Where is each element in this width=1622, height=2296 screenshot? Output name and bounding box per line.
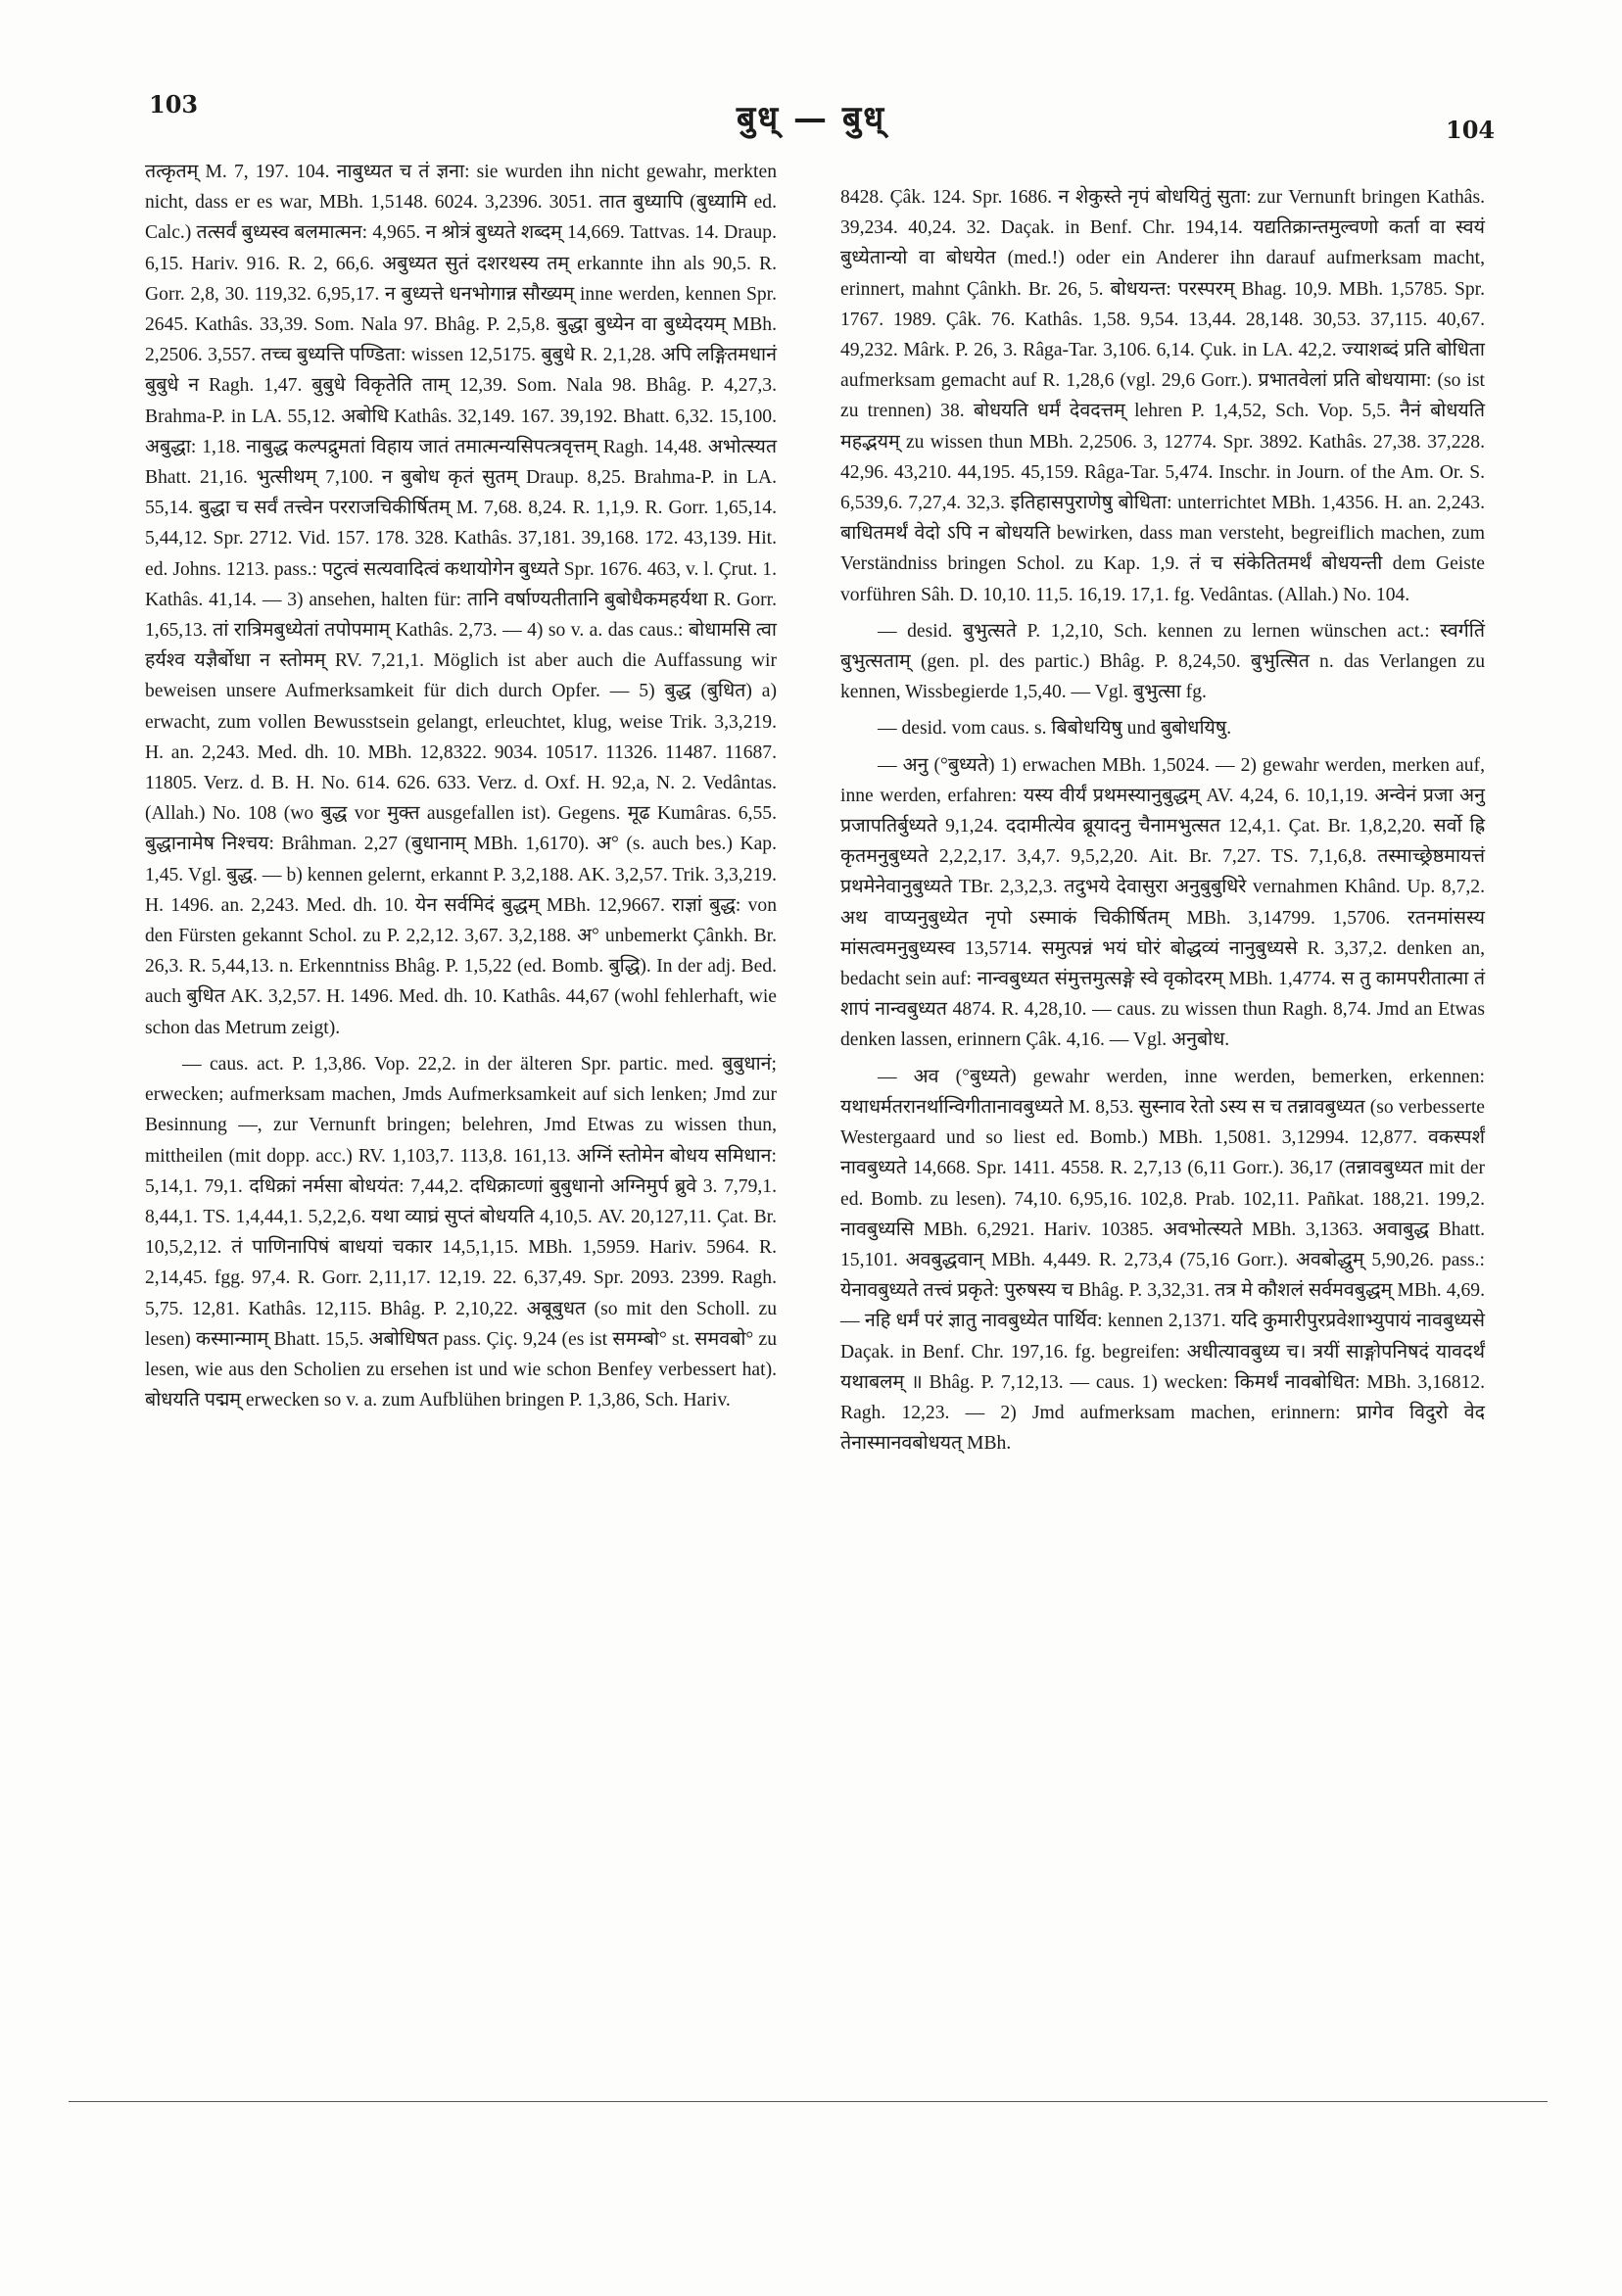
running-headword: बुध् — बुध् <box>736 99 886 138</box>
paragraph: तत्कृतम् M. 7, 197. 104. नाबुध्यत च तं ज्ञना: sie wurden ihn nicht gewahr, merkten nicht, dass er es war, MBh. 1,5148. 6024. 3,2396. 3051. तात बुध्यापि (बुध्यामि ed. Calc.) तत्सर्वं बुध्यस्व बलमात्मन: 4,965. न श्रोत्रं बुध्यते शब्दम् 14,669. Tattvas. 14. Draup. 6,15. Hariv. 916. R. 2, 66,6. अबुध्यत सुतं दशरथस्य तम् erkannte ihn als 90,5. R. Gorr. 2,8, 30. 119,32. 6,95,17. न बुध्यत्ते धनभोगान्न सौख्यम् inne werden, kennen Spr. 2645. Kathâs. 33,39. Som. Nala 97. Bhâg. P. 2,5,8. बुद्धा बुध्येन वा बुध्येदयम् MBh. 2,2506. 3,557. तच्च बुध्यत्ति पण्डिता: wissen 12,5175. बुबुधे R. 2,1,28. अपि लङ्गितमधानं बुबुधे न Ragh. 1,47. बुबुधे विकृतेति ताम् 12,39. Som. Nala 98. Bhâg. P. 4,27,3. Brahma-P. in LA. 55,12. अबोधि Kathâs. 32,149. 167. 39,192. Bhatt. 6,32. 15,100. अबुद्धा: 1,18. नाबुद्ध कल्पद्रुमतां विहाय जातं तमात्मन्यसिपत्त्रवृत्तम् Ragh. 14,48. अभोत्स्यत Bhatt. 21,16. भुत्सीथम् 7,100. न बुबोध कृतं सुतम् Draup. 8,25. Brahma-P. in LA. 55,14. बुद्धा च सर्वं तत्त्वेन परराजचिकीर्षितम् M. 7,68. 8,24. R. 1,1,9. R. Gorr. 1,65,14. 5,44,12. Spr. 2712. Vid. 157. 178. 328. Kathâs. 37,181. 39,168. 172. 43,139. Hit. ed. Johns. 1213. pass.: पटुत्वं सत्यवादित्वं कथायोगेन बुध्यते Spr. 1676. 463, v. l. Çrut. 1. Kathâs. 41,14. — 3) ansehen, halten für: तानि वर्षाण्यतीतानि बुबोधैकमहर्यथा R. Gorr. 1,65,13. तां रात्रिमबुध्येतां तपोपमाम् Kathâs. 2,73. — 4) so v. a. das caus.: बोधामसि त्वा हर्यश्व यज्ञैर्बोधा न स्तोमम् RV. 7,21,1. Möglich ist aber auch die Auffassung wir beweisen unsere Aufmerksamkeit für dich durch Opfer. — 5) बुद्ध (बुधित) a) erwacht, zum vollen Bewusstsein gelangt, erleuchtet, klug, weise Trik. 3,3,219. H. an. 2,243. Med. dh. 10. MBh. 12,8322. 9034. 10517. 11326. 11487. 11687. 11805. Verz. d. B. H. No. 614. 626. 633. Verz. d. Oxf. H. 92,a, N. 2. Vedântas. (Allah.) No. 108 (wo बुद्ध vor मुक्त ausgefallen ist). Gegens. मूढ Kumâras. 6,55. बुद्धानामेष निश्चय: Brâhman. 2,27 (बुधानाम् MBh. 1,6170). अ° (s. auch bes.) Kap. 1,45. Vgl. बुद्ध. — b) kennen gelernt, erkannt P. 3,2,188. AK. 3,2,57. Trik. 3,3,219. H. 1496. an. 2,243. Med. dh. 10. येन सर्वमिदं बुद्धम् MBh. 12,9667. राज्ञां बुद्ध: von den Fürsten gekannt Schol. zu P. 2,2,12. 3,67. 3,2,188. अ° unbemerkt Çânkh. Br. 26,3. R. 5,44,13. n. Erkenntniss Bhâg. P. 1,5,22 (ed. Bomb. बुद्धि). In der adj. Bed. auch बुधित AK. 3,2,57. H. 1496. Med. dh. 10. Kathâs. 44,67 (wohl fehlerhaft, wie schon das Metrum zeigt). <box>145 162 777 1038</box>
left-column <box>145 157 777 1421</box>
paragraph: — अनु (°बुध्यते) 1) erwachen MBh. 1,5024. — 2) gewahr werden, merken auf, inne werden, erfahren: यस्य वीर्यं प्रथमस्यानुबुद्धम् AV. 4,24, 6. 10,1,19. अन्वेनं प्रजा अनु प्रजापतिर्बुध्यते 9,1,24. ददामीत्येव ब्रूयादनु चैनामभुत्सत 12,4,1. Çat. Br. 1,8,2,20. सर्वो ह्रि कृतमनुबुध्यते 2,2,2,17. 3,4,7. 9,5,2,20. Ait. Br. 7,27. TS. 7,1,6,8. तस्माच्छ्रेष्ठमायत्तं प्रथमेनेवानुबुध्यते TBr. 2,3,2,3. तदुभये देवासुरा अनुबुबुधिरे vernahmen Khând. Up. 8,7,2. अथ वाप्यनुबुध्येत नृपो ऽस्माकं चिकीर्षितम् MBh. 3,14799. 1,5706. रतनमांसस्य मांसत्वमनुबुध्यस्व 13,5714. समुत्पन्नं भयं घोरं बोद्धव्यं नानुबुध्यसे R. 3,37,2. denken an, bedacht sein auf: नान्वबुध्यत संमुत्तमुत्सङ्गे स्वे वृकोदरम् MBh. 1,4774. स तु कामपरीतात्मा तं शापं नान्वबुध्यत 4874. R. 4,28,10. — caus. zu wissen thun Ragh. 8,74. Jmd an Etwas denken lassen, erinnern Çâk. 4,16. — Vgl. अनुबोध. <box>840 754 1485 1051</box>
paragraph: — अव (°बुध्यते) gewahr werden, inne werden, bemerken, erkennen: यथाधर्मतरानर्थान्विगीतानावबुध्यते M. 8,53. सुस्नाव रेतो ऽस्य स च तन्नावबुध्यत (so verbesserte Westergaard und so liest ed. Bomb.) MBh. 1,5081. 3,12994. 12,877. वकस्पर्शं नावबुध्यते 14,668. Spr. 1411. 4558. R. 2,7,13 (6,11 Gorr.). 36,17 (तन्नावबुध्यत mit der ed. Bomb. zu lesen). 74,10. 6,95,16. 102,8. Prab. 102,11. Pañkat. 188,21. 199,2. नावबुध्यसि MBh. 6,2921. Hariv. 10385. अवभोत्स्यते MBh. 3,1363. अवाबुद्ध Bhatt. 15,101. अवबुद्धवान् MBh. 4,449. R. 2,73,4 (75,16 Gorr.). अवबोद्धुम् 5,90,26. pass.: येनावबुध्यते तत्त्वं प्रकृते: पुरुषस्य च Bhâg. P. 3,32,31. तत्र मे कौशलं सर्वमवबुद्धम् MBh. 4,69. — नहि धर्मं परं ज्ञातु नावबुध्येत पार्थिव: kennen 2,1371. यदि कुमारीपुरप्रवेशाभ्युपायं नावबुध्यसे Daçak. in Benf. Chr. 197,16. fg. begreifen: अधीत्यावबुध्य च। त्रयीं साङ्गोपनिषदं यावदर्थं यथाबलम् ॥ Bhâg. P. 7,12,13. — caus. 1) wecken: किमर्थं नावबोधित: MBh. 3,16812. Ragh. 12,23. — 2) Jmd aufmerksam machen, erinnern: प्रागेव विदुरो वेद तेनास्मानवबोधयत् MBh. <box>840 1066 1485 1455</box>
paragraph: — desid. vom caus. s. बिबोधयिषु und बुबोधयिषु. <box>878 718 1232 740</box>
paragraph: — caus. act. P. 1,3,86. Vop. 22,2. in der älteren Spr. partic. med. बुबुधानं; erwecken; aufmerksam machen, Jmds Aufmerksamkeit auf sich lenken; Jmd zur Besinnung —, zur Vernunft bringen; belehren, Jmd Etwas zu wissen thun, mittheilen (mit dopp. acc.) RV. 1,103,7. 113,8. 161,13. अग्निं स्तोमेन बोधय समिधान: 5,14,1. 79,1. दधिक्रां नर्मसा बोधयंत: 7,44,2. दधिक्राव्णां बुबुधानो अग्निमुर्प ब्रुवे 3. 7,79,1. 8,44,1. TS. 1,4,44,1. 5,2,2,6. यथा व्याघ्रं सुप्तं बोधयति 4,10,5. AV. 20,127,11. Çat. Br. 10,5,2,12. तं पाणिनापिषं बाधयां चकार 14,5,1,15. MBh. 1,5959. Hariv. 5964. R. 2,14,45. fgg. 97,4. R. Gorr. 2,11,17. 12,19. 22. 6,37,49. Spr. 2093. 2399. Ragh. 5,75. 12,81. Kathâs. 12,115. Bhâg. P. 2,10,22. अबूबुधत (so mit den Scholl. zu lesen) कस्मान्माम् Bhatt. 15,5. अबोधिषत pass. Çiç. 9,24 (es ist समम्बो° st. समवबो° zu lesen, wie aus den Scholien zu ersehen ist und wie schon Benfey verbessert hat). बोधयति पद्मम् erwecken so v. a. zum Aufblühen bringen P. 1,3,86, Sch. Hariv. <box>145 1053 777 1411</box>
bottom-rule <box>69 2101 1548 2102</box>
right-column <box>840 182 1485 1464</box>
paragraph: — desid. बुभुत्सते P. 1,2,10, Sch. kennen zu lernen wünschen act.: स्वर्गतिं बुभुत्सताम् (gen. pl. des partic.) Bhâg. P. 8,24,50. बुभुत्सित n. das Verlangen zu kennen, Wissbegierde 1,5,40. — Vgl. बुभुत्सा fg. <box>840 620 1485 703</box>
paragraph: 8428. Çâk. 124. Spr. 1686. न शेकुस्ते नृपं बोधयितुं सुता: zur Vernunft bringen Kathâs. 39,234. 40,24. 32. Daçak. in Benf. Chr. 194,14. यद्यतिक्रान्तमुल्वणो कर्ता वा स्वयं बुध्येतान्यो वा बोधयेत (med.!) oder ein Anderer ihn darauf aufmerksam macht, erinnert, mahnt Çânkh. Br. 26, 5. बोधयन्त: परस्परम् Bhag. 10,9. MBh. 1,5785. Spr. 1767. 1989. Çâk. 76. Kathâs. 1,58. 9,54. 13,44. 28,148. 30,53. 37,115. 40,67. 49,232. Mârk. P. 26, 3. Râga-Tar. 3,106. 6,14. Çuk. in LA. 42,2. ज्याशब्दं प्रति बोधिता aufmerksam gemacht auf R. 1,28,6 (vgl. 29,6 Gorr.). प्रभातवेलां प्रति बोधयामा: (so ist zu trennen) 38. बोधयति धर्मं देवदत्तम् lehren P. 1,4,52, Sch. Vop. 5,5. नैनं बोधयति महद्भयम् zu wissen thun MBh. 2,2506. 3, 12774. Spr. 3892. Kathâs. 27,38. 37,228. 42,96. 43,210. 44,195. 45,159. Râga-Tar. 5,474. Inschr. in Journ. of the Am. Or. S. 6,539,6. 7,27,4. 32,3. इतिहासपुराणेषु बोधिता: unterrichtet MBh. 1,4356. H. an. 2,243. बाधितमर्थं वेदो ऽपि न बोधयति bewirken, dass man versteht, begreiflich machen, zum Verständniss bringen Schol. zu Kap. 1,9. तं च संकेतितमर्थं बोधयन्ती dem Geiste vorführen Sâh. D. 10,10. 11,5. 16,19. 17,1. fg. Vedântas. (Allah.) No. 104. <box>840 187 1485 605</box>
page-number-left: 103 <box>149 90 199 119</box>
page-number-right: 104 <box>1446 116 1496 144</box>
